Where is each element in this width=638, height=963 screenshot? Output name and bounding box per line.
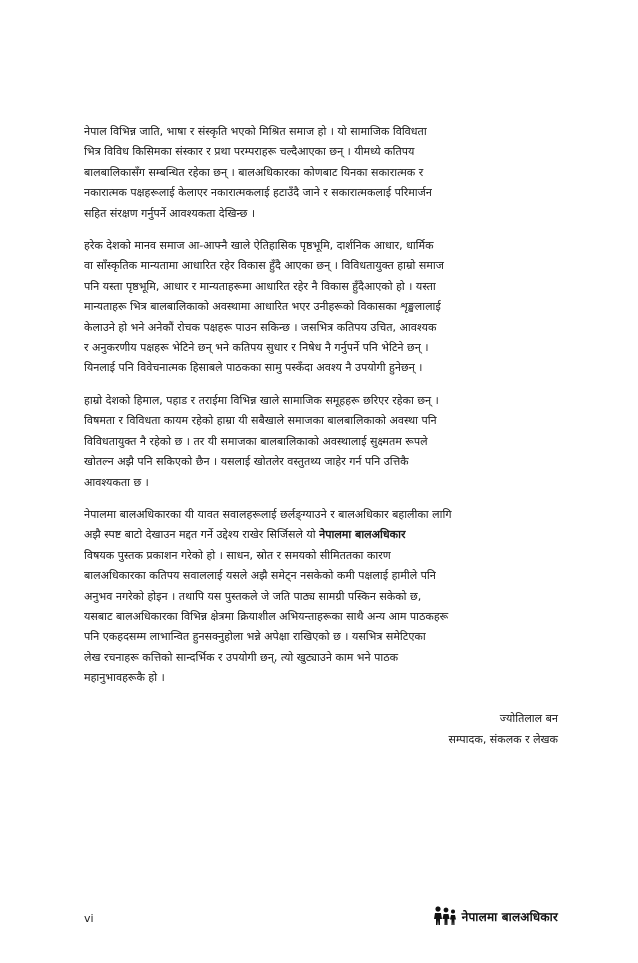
preface-body xyxy=(84,122,558,701)
signature-block xyxy=(448,708,558,750)
paragraph-line: पनि यस्ता पृष्ठभूमि, आधार र मान्यताहरूमा आधारित रहेर नै विकास हुँदैआएको हो । यस्ता xyxy=(84,279,436,293)
paragraph-line: पनि एकहदसम्म लाभान्वित हुनसक्नुहोला भन्ने अपेक्षा राखिएको छ । यसभित्र समेटिएका xyxy=(84,630,426,644)
paragraph-line: केलाउने हो भने अनेकौं रोचक पक्षहरू पाउन सकिन्छ । जसभित्र कतिपय उचित, आवश्यक xyxy=(84,320,437,334)
paragraph-line: खोतल्न अझै पनि सकिएको छैन । यसलाई खोतलेर वस्तुतथ्य जाहेर गर्न पनि उत्तिकै xyxy=(84,455,409,469)
paragraph-line: सहित संरक्षण गर्नुपर्ने आवश्यकता देखिन्छ । xyxy=(84,206,255,220)
paragraph-line: यसबाट बालअधिकारका विभिन्न क्षेत्रमा क्रियाशील अभियन्ताहरूका साथै अन्य आम पाठकहरू xyxy=(84,609,449,623)
paragraph-line: मान्यताहरू भित्र बालबालिकाको अवस्थामा आधारित भएर उनीहरूको विकासका शृङ्खलालाई xyxy=(84,300,441,314)
paragraph-line: वा साँस्कृतिक मान्यतामा आधारित रहेर विकास हुँदै आएका छन् । विविधतायुक्त हाम्रो समाज xyxy=(84,259,444,273)
author-role: सम्पादक, संकलक र लेखक xyxy=(448,733,558,746)
paragraph-line: विषयक पुस्तक प्रकाशन गरेको हो । साधन, स्रोत र समयको सीमिततका कारण xyxy=(84,548,391,562)
paragraph-line: भित्र विविध किसिमका संस्कार र प्रथा परम्पराहरू चल्दैआएका छन् । यीमध्ये कतिपय xyxy=(84,145,415,159)
paragraph-text: अझै स्पष्ट बाटो देखाउन मद्दत गर्ने उद्देश्य राखेर सिर्जिसले यो xyxy=(84,528,320,542)
paragraph-2 xyxy=(84,236,558,379)
author-name: ज्योतिलाल बन xyxy=(499,712,558,725)
paragraph-line: बालबालिकासँग सम्बन्धित रहेका छन् । बालअधिकारका कोणबाट यिनका सकारात्मक र xyxy=(84,165,424,179)
paragraph-line: नकारात्मक पक्षहरूलाई केलाएर नकारात्मकलाई हटाउँदै जाने र सकारात्मकलाई परिमार्जन xyxy=(84,186,432,200)
paragraph-3 xyxy=(84,391,558,493)
paragraph-line: महानुभावहरूकै हो । xyxy=(84,671,165,685)
paragraph-line: हरेक देशको मानव समाज आ-आफ्नै खाले ऐतिहासिक पृष्ठभूमि, दार्शनिक आधार, धार्मिक xyxy=(84,239,434,253)
paragraph-line: नेपाल विभिन्न जाति, भाषा र संस्कृति भएको मिश्रित समाज हो । यो सामाजिक विविधता xyxy=(84,125,427,138)
paragraph-line: अनुभव नगरेको होइन । तथापि यस पुस्तकले जे जति पाठ्य सामग्री पस्किन सकेको छ, xyxy=(84,589,422,603)
paragraph-line: र अनुकरणीय पक्षहरू भेटिने छन् भने कतिपय सुधार र निषेध नै गर्नुपर्ने पनि भेटिने छन् । xyxy=(84,341,429,355)
paragraph-4 xyxy=(84,505,558,689)
paragraph-line: यिनलाई पनि विवेचनात्मक हिसाबले पाठकका सामु पस्कँदा अवश्य नै उपयोगी हुनेछन् । xyxy=(84,361,423,375)
footer-brand xyxy=(432,906,558,926)
paragraph-line: बालअधिकारका कतिपय सवाललाई यसले अझै समेट्न नसकेको कमी पक्षलाई हामीले पनि xyxy=(84,569,436,583)
page-number: vi xyxy=(84,912,94,925)
paragraph-line: नेपालमा बालअधिकारका यी यावत सवालहरूलाई छर्लङ्ग्याउने र बालअधिकार बहालीका लागि xyxy=(84,507,452,521)
brand-text: नेपालमा बालअधिकार xyxy=(461,909,558,924)
paragraph-line: हाम्रो देशको हिमाल, पहाड र तराईमा विभिन्न खाले सामाजिक समूहहरू छरिएर रहेका छन् । xyxy=(84,393,439,407)
paragraph-1 xyxy=(84,122,558,224)
paragraph-line: विषमता र विविधता कायम रहेको हाम्रा यी सबैखाले समाजका बालबालिकाको अवस्था पनि xyxy=(84,414,437,428)
paragraph-line: आवश्यकता छ । xyxy=(84,475,149,489)
paragraph-line: लेख रचनाहरू कत्तिको सान्दर्भिक र उपयोगी छन्, त्यो खुट्याउने काम भने पाठक xyxy=(84,650,399,664)
book-title-emphasis: नेपालमा बालअधिकार xyxy=(319,528,406,542)
paragraph-line: विविधतायुक्त नै रहेको छ । तर यी समाजका बालबालिकाको अवस्थालाई सुक्ष्मतम रूपले xyxy=(84,434,428,448)
paragraph-line xyxy=(84,525,558,545)
children-icon xyxy=(432,906,458,926)
